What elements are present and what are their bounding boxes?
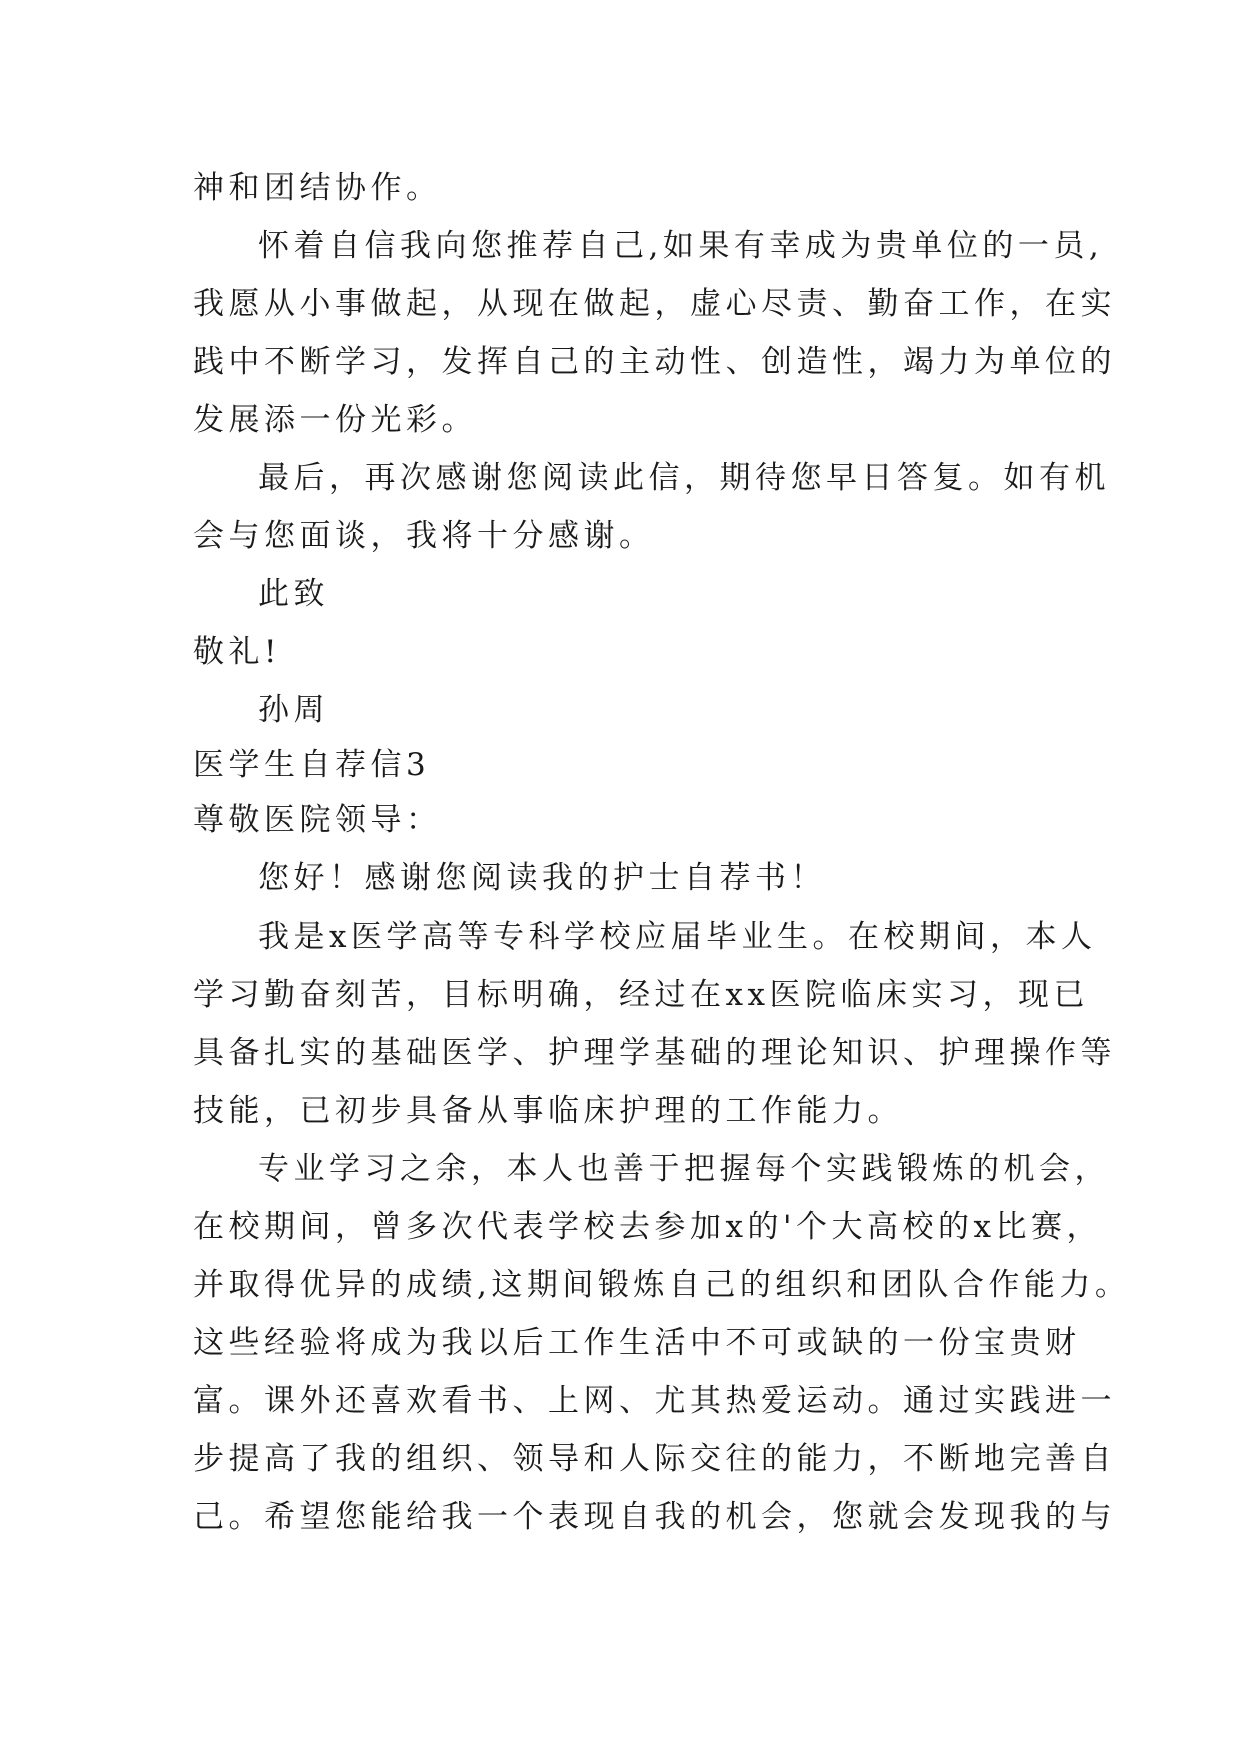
text-line: 此致 [258,576,329,612]
text-line: 专业学习之余，本人也善于把握每个实践锻炼的机会， [258,1151,1110,1187]
text-line: 会与您面谈，我将十分感谢。 [193,518,655,554]
text-line: 践中不断学习，发挥自己的主动性、创造性，竭力为单位的 [193,344,1116,380]
text-line: 发展添一份光彩。 [193,402,477,438]
text-line: 具备扎实的基础医学、护理学基础的理论知识、护理操作等 [193,1035,1116,1071]
text-line: 最后，再次感谢您阅读此信，期待您早日答复。如有机 [258,460,1110,496]
text-line: 技能，已初步具备从事临床护理的工作能力。 [193,1093,903,1129]
text-line: 步提高了我的组织、领导和人际交往的能力，不断地完善自 [193,1441,1116,1477]
text-line: 敬礼! [193,634,281,670]
text-line: 孙周 [258,692,329,728]
text-line: 学习勤奋刻苦，目标明确，经过在xx医院临床实习，现已 [193,977,1089,1013]
text-line: 在校期间，曾多次代表学校去参加x的'个大高校的x比赛， [193,1209,1102,1245]
text-line: 我是x医学高等专科学校应届毕业生。在校期间，本人 [258,919,1097,955]
section-title: 医学生自荐信3 [193,747,431,783]
text-line: 神和团结协作。 [193,170,442,206]
text-line: 我愿从小事做起，从现在做起，虚心尽责、勤奋工作，在实 [193,286,1116,322]
text-line: 并取得优异的成绩,这期间锻炼自己的组织和团队合作能力。 [193,1267,1131,1303]
text-line: 富。课外还喜欢看书、上网、尤其热爱运动。通过实践进一 [193,1383,1116,1419]
text-line: 您好！感谢您阅读我的护士自荐书！ [258,860,826,896]
text-line: 尊敬医院领导： [193,802,442,838]
text-line: 这些经验将成为我以后工作生活中不可或缺的一份宝贵财 [193,1325,1081,1361]
text-line: 怀着自信我向您推荐自己,如果有幸成为贵单位的一员, [258,228,1104,264]
text-line: 己。希望您能给我一个表现自我的机会，您就会发现我的与 [193,1499,1116,1535]
